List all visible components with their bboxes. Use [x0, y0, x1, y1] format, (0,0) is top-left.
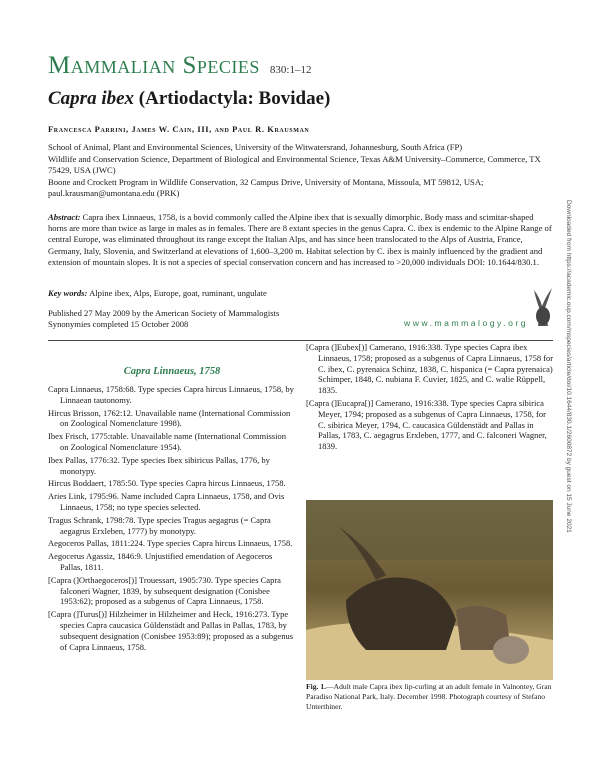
journal-name: Mammalian Species [48, 52, 260, 79]
affiliation: Boone and Crockett Program in Wildlife Conservation, 32 Campus Drive, University of Montana, Missoula, MT 59812, USA; paul.krausman@umontana.edu (PRK) [48, 177, 484, 198]
synonymy-entry: Ibex Pallas, 1776:32. Type species Ibex sibiricus Pallas, 1776, by monotypy. [48, 454, 270, 476]
synonymy-entry: [Capra (]Turus[)] Hilzheimer in Hilzheimer and Heck, 1916:273. Type species Capra caucasica Güldenstädt and Pallas in Pallas, 1783, by subsequent designation (Conisbee 1953:89); proposed as a subgenus of Capra Linnaeus, 1758. [48, 609, 294, 652]
abstract-label: Abstract: [48, 212, 81, 222]
authors: Francesca Parrini, James W. Cain, III, and Paul R. Krausman [48, 124, 310, 134]
ibex-logo-icon [528, 286, 556, 330]
abstract [48, 212, 553, 268]
header-divider [48, 340, 553, 341]
synonymy-entry: Aegocerus Agassiz, 1846:9. Unjustified emendation of Aegoceros Pallas, 1811. [48, 551, 273, 572]
affiliation: Wildlife and Conservation Science, Department of Biological and Environmental Science, Texas A&M University–Commerce, Commerce, TX 75429, USA (JWC) [48, 154, 541, 175]
title-rest: (Artiodactyla: Bovidae) [134, 88, 331, 109]
synonymy-entry: Aries Link, 1795:96. Name included Capra Linnaeus, 1758, and Ovis Linnaeus, 1758; no type species selected. [48, 491, 285, 512]
synonymy-entry: Tragus Schrank, 1798:78. Type species Tragus aegagrus (= Capra aegagrus Erxleben, 1777) by monotypy. [48, 514, 271, 536]
keywords-text: Alpine ibex, Alps, Europe, goat, ruminant, ungulate [87, 288, 267, 298]
keywords [48, 288, 553, 298]
affiliations [48, 142, 553, 200]
photo-illustration [306, 500, 553, 680]
synonymy-entry: [Capra (]Eucapra[)] Camerano, 1916:338. Type species Capra sibirica Meyer, 1794; proposed as a subgenus of Capra Linnaeus, 1758, for C. sibirica Meyer, 1794, C. caucasica Güldenstädt and Pallas in Pallas, 1783, C. aegagrus Erxleben, 1777, and C. falconeri Wagner, 1839. [306, 397, 547, 452]
title-genus: Capra ibex [48, 88, 135, 109]
published-date: Published 27 May 2009 by the American Society of Mammalogists [48, 308, 280, 318]
keywords-label: Key words: [48, 288, 88, 298]
publication-info [48, 308, 279, 330]
synonymy-left-column [48, 384, 296, 654]
abstract-text: Capra ibex Linnaeus, 1758, is a bovid commonly called the Alpine ibex that is sexually dimorphic. Body mass and scimitar-shaped horns are more than twice as large in males as in females. There are 8 extant species in the genus Capra. C. ibex is endemic to the Alpine Range of central Europe, was eliminated throughout its range except the Italian Alps, and has since been translocated to the Alps of Austria, France, Germany, Italy, Slovenia, and Switzerland at elevations of 1,600–3,200 m. Habitat selection by C. ibex is mainly influenced by the gradient and extension of mountain slopes. It is not a species of special conservation concern and has increased to >20,000 individuals DOI: 10.1644/830.1. [48, 212, 552, 267]
figure-caption [306, 682, 554, 712]
synonymy-entry: Aegoceros Pallas, 1811:224. Type species Capra hircus Linnaeus, 1758. [48, 538, 293, 549]
article-title [48, 88, 330, 110]
section-title: Capra Linnaeus, 1758 [123, 366, 221, 377]
affiliation: School of Animal, Plant and Environmental Sciences, University of the Witwatersrand, Johannesburg, South Africa (FP) [48, 142, 463, 152]
download-notice: Downloaded from https://academic.oup.com/mspecies/article/doi/10.1644/830.1/2600872 by guest on 15 June 2021 [565, 200, 572, 533]
synonymy-entry: Ibex Frisch, 1775:table. Unavailable name (International Commission on Zoological Nomenclature 1954). [48, 431, 286, 452]
synonymy-entry: Hircus Brisson, 1762:12. Unavailable name (International Commission on Zoological Nomenclature 1998). [48, 407, 291, 429]
synonymy-entry: Capra Linnaeus, 1758:68. Type species Capra hircus Linnaeus, 1758, by Linnaean tautonomy. [48, 384, 294, 405]
synonymies-date: Synonymies completed 15 October 2008 [48, 319, 189, 329]
journal-issue: 830:1–12 [269, 64, 312, 76]
figure-label: Fig. 1. [306, 682, 327, 691]
caption-text: —Adult male Capra ibex lip-curling at an adult female in Valnontey, Gran Paradiso National Park, Italy. December 1998. Photograph courtesy of Stefano Unterthiner. [306, 682, 552, 711]
synonymy-entry: [Capra (]Orthaegoceros[)] Trouessart, 1905:730. Type species Capra falconeri Wagner, 1839, by subsequent designation (Conisbee 1953:62); proposed as a subgenus of Capra Linnaeus, 1758. [48, 574, 281, 607]
website-link[interactable]: www.mammalogy.org [403, 318, 528, 328]
synonymy-right-column [306, 342, 554, 454]
synonymy-entry: [Capra (]Eubex[)] Camerano, 1916:338. Type species Capra ibex Linnaeus, 1758; proposed as a subgenus of Capra Linnaeus, 1758 for C. ibex, C. pyrenaica Schinz, 1838, C. hispanica (= Capra pyrenaica) Schimper, 1848, C. nubiana F. Cuvier, 1825, and C. walie Rüppell, 1835. [306, 342, 554, 396]
journal-header [48, 52, 311, 80]
synonymy-entry: Hircus Boddaert, 1785:50. Type species Capra hircus Linnaeus, 1758. [48, 478, 286, 489]
ibex-photograph [306, 500, 553, 680]
